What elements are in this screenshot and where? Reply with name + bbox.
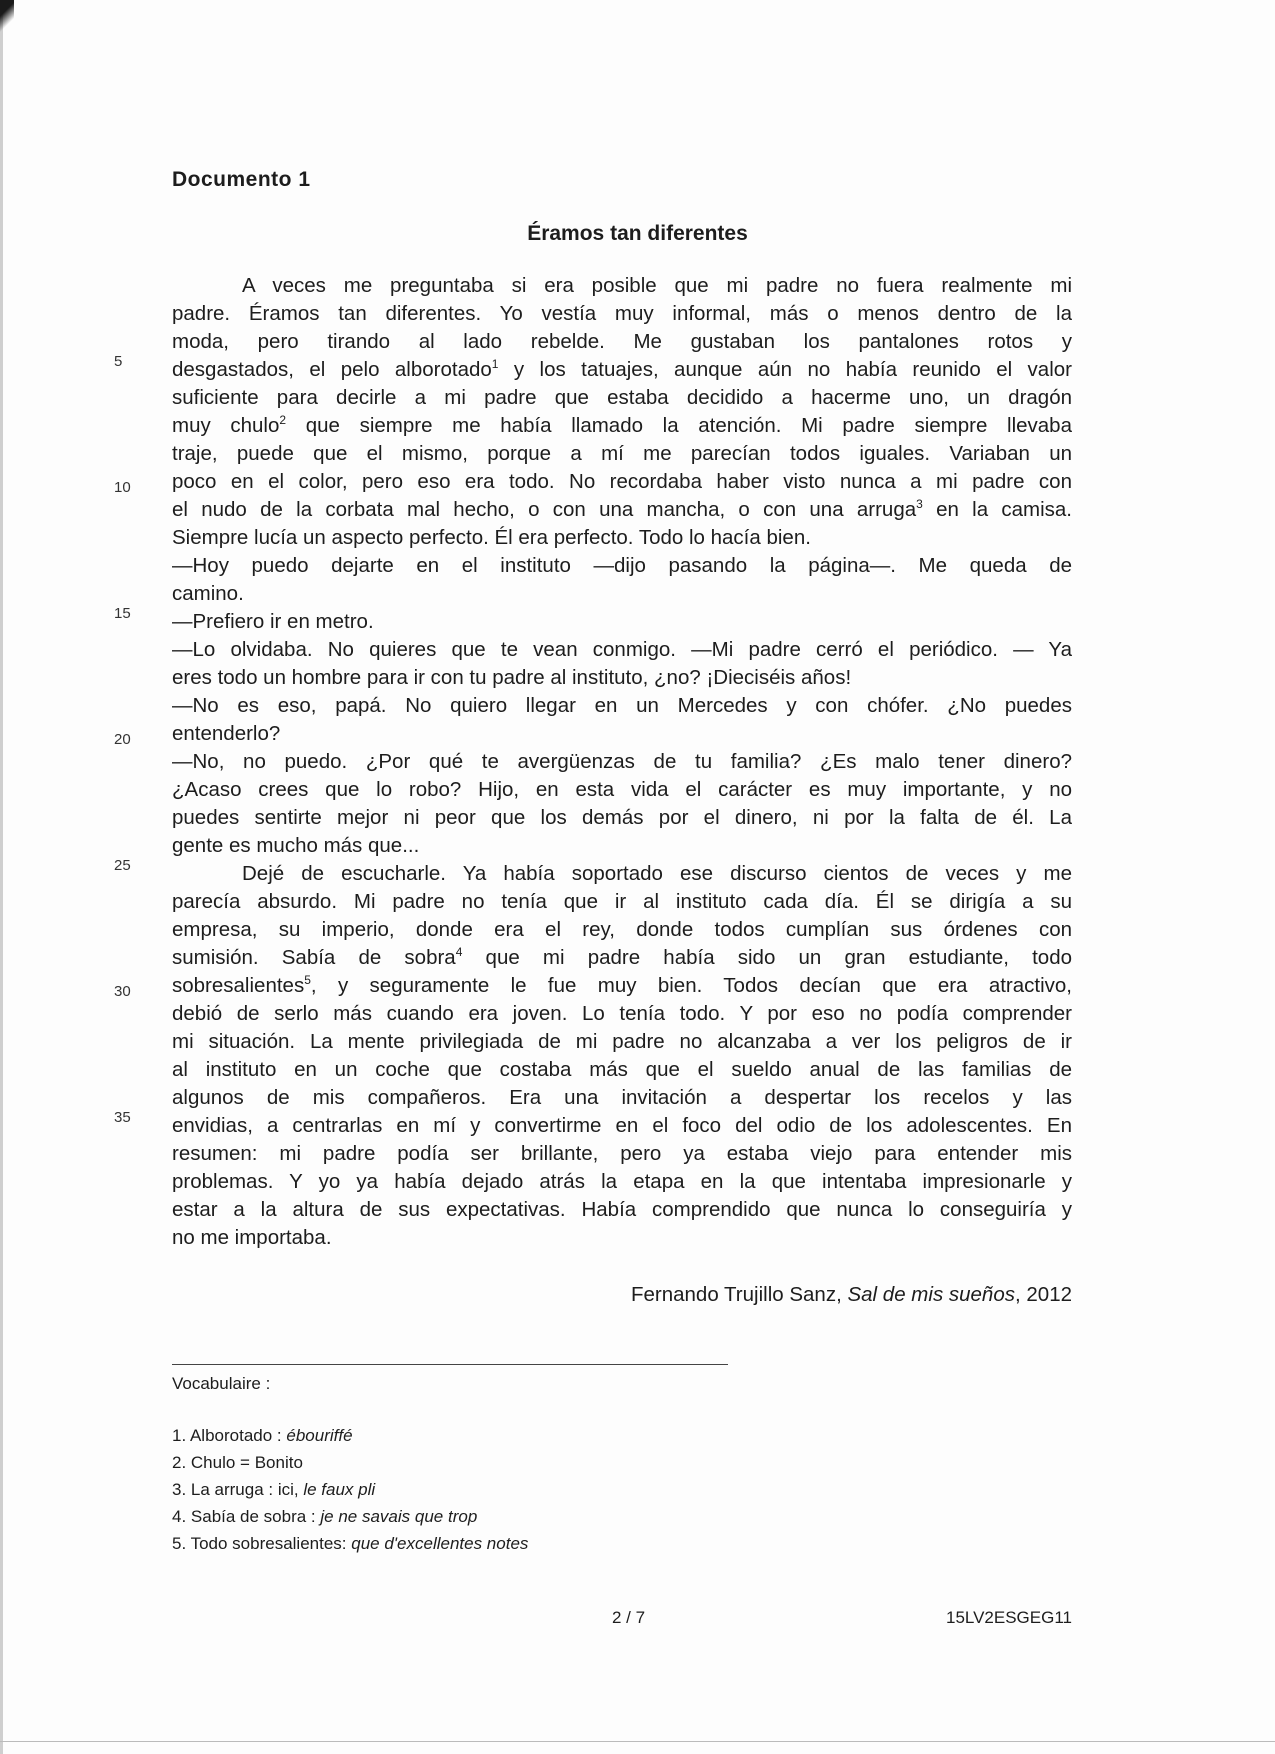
text-segment: y los tatuajes, aunque aún no había reunido el valor (498, 358, 1072, 381)
vocabulary-meaning: ébouriffé (286, 1426, 353, 1445)
vocabulary-term: 1. Alborotado : (172, 1426, 287, 1445)
text-segment: desgastados, el pelo alborotado (172, 358, 492, 381)
line-number-30: 30 (114, 983, 131, 1000)
vocabulary-item (172, 1530, 872, 1557)
footnote-divider (172, 1364, 728, 1365)
document-label: Documento 1 (172, 168, 311, 191)
line-number-5: 5 (114, 353, 123, 370)
text-segment: el nudo de la corbata mal hecho, o con una mancha, o con una arruga (172, 498, 917, 521)
vocabulary-list (172, 1422, 872, 1557)
text-line: —Prefiero ir en metro. (172, 610, 374, 633)
document-code: 15LV2ESGEG11 (945, 1608, 1072, 1627)
text-segment: sumisión. Sabía de sobra (172, 946, 456, 969)
citation-book: Sal de mis sueños (847, 1283, 1015, 1306)
vocabulary-meaning: le faux pli (303, 1480, 376, 1499)
vocabulary-term: 3. La arruga : ici, (172, 1480, 304, 1499)
text-line: empresa, su imperio, donde era el rey, donde todos cumplían sus órdenes con (172, 918, 1072, 941)
text-line: Siempre lucía un aspecto perfecto. Él era perfecto. Todo lo hacía bien. (172, 526, 811, 549)
line-number-15: 15 (114, 605, 131, 622)
vocabulary-meaning: je ne savais que trop (320, 1507, 478, 1526)
vocabulary-item (172, 1476, 872, 1503)
text-line (172, 944, 1072, 972)
text-line: al instituto en un coche que costaba más que el sueldo anual de las familias de (172, 1058, 1072, 1081)
text-line: parecía absurdo. Mi padre no tenía que ir al instituto cada día. Él se dirigía a su (172, 890, 1072, 913)
text-line: algunos de mis compañeros. Era una invitación a despertar los recelos y las (172, 1086, 1072, 1109)
text-segment: sobresalientes (172, 974, 305, 997)
text-line: —No es eso, papá. No quiero llegar en un Mercedes y con chófer. ¿No puedes (172, 694, 1072, 717)
citation-author: Fernando Trujillo Sanz, (630, 1283, 848, 1306)
text-segment: que mi padre había sido un gran estudiante, todo (462, 946, 1072, 969)
text-line: entenderlo? (172, 722, 281, 745)
vocabulary-term: 5. Todo sobresalientes: (172, 1534, 352, 1553)
text-segment: , y seguramente le fue muy bien. Todos decían que era atractivo, (310, 974, 1072, 997)
text-title: Éramos tan diferentes (527, 222, 748, 245)
text-line: mi situación. La mente privilegiada de mi padre no alcanzaba a ver los peligros de ir (172, 1030, 1072, 1053)
text-line: traje, puede que el mismo, porque a mí me parecían todos iguales. Variaban un (172, 442, 1072, 465)
text-line: —Hoy puedo dejarte en el instituto —dijo pasando la página—. Me queda de (172, 554, 1072, 577)
footnote-ref-2: 2 (279, 413, 287, 428)
text-line: resumen: mi padre podía ser brillante, pero ya estaba viejo para entender mis (172, 1142, 1072, 1165)
text-segment: en la camisa. (922, 498, 1072, 521)
text-line (172, 972, 1072, 1000)
text-line: Dejé de escucharle. Ya había soportado ese discurso cientos de veces y me (242, 862, 1072, 885)
footnote-ref-3: 3 (916, 497, 923, 512)
vocabulary-item (172, 1449, 872, 1476)
footnote-ref-1: 1 (491, 357, 499, 372)
vocabulary-term: 4. Sabía de sobra : (172, 1507, 321, 1526)
text-line: gente es mucho más que... (172, 834, 420, 857)
source-citation (631, 1283, 1072, 1307)
text-line: A veces me preguntaba si era posible que mi padre no fuera realmente mi (242, 274, 1072, 297)
text-line: problemas. Y yo ya había dejado atrás la etapa en la que intentaba impresionarle y (172, 1170, 1072, 1193)
text-segment: muy chulo (172, 414, 280, 437)
text-line: —Lo olvidaba. No quieres que te vean conmigo. —Mi padre cerró el periódico. — Ya (172, 638, 1072, 661)
text-line: —No, no puedo. ¿Por qué te avergüenzas de tu familia? ¿Es malo tener dinero? (172, 750, 1072, 773)
text-segment: que siempre me había llamado la atención. Mi padre siempre llevaba (286, 414, 1072, 437)
line-number-25: 25 (114, 857, 131, 874)
text-line: padre. Éramos tan diferentes. Yo vestía muy informal, más o menos dentro de la (172, 302, 1072, 325)
line-number-35: 35 (114, 1109, 131, 1126)
text-line: camino. (172, 582, 244, 605)
text-line: ¿Acaso crees que lo robo? Hijo, en esta vida el carácter es muy importante, y no (172, 778, 1072, 801)
page-number: 2 / 7 (612, 1608, 646, 1627)
footnote-ref-4: 4 (455, 945, 463, 960)
vocabulary-item (172, 1503, 872, 1530)
vocabulary-meaning: que d'excellentes notes (351, 1534, 529, 1553)
footnote-ref-5: 5 (304, 973, 311, 988)
text-line: no me importaba. (172, 1226, 332, 1249)
main-text (172, 272, 1072, 1252)
text-line: puedes sentirte mejor ni peor que los demás por el dinero, ni por la falta de él. La (172, 806, 1072, 829)
text-line (172, 356, 1072, 384)
line-number-10: 10 (114, 479, 131, 496)
text-line: eres todo un hombre para ir con tu padre al instituto, ¿no? ¡Dieciséis años! (172, 666, 852, 689)
text-line (172, 412, 1072, 440)
text-line: poco en el color, pero eso era todo. No recordaba haber visto nunca a mi padre con (172, 470, 1072, 493)
scan-bottom-edge (0, 1741, 1275, 1742)
scan-edge (0, 0, 3, 1754)
text-line: debió de serlo más cuando era joven. Lo tenía todo. Y por eso no podía comprender (172, 1002, 1072, 1025)
line-number-20: 20 (114, 731, 131, 748)
vocabulary-item (172, 1422, 872, 1449)
text-line: moda, pero tirando al lado rebelde. Me gustaban los pantalones rotos y (172, 330, 1072, 353)
citation-year: , 2012 (1015, 1283, 1072, 1306)
scan-corner-shadow (0, 0, 14, 40)
text-line: estar a la altura de sus expectativas. Había comprendido que nunca lo conseguiría y (172, 1198, 1072, 1221)
text-line (172, 496, 1072, 524)
vocabulary-term: 2. Chulo = Bonito (172, 1453, 303, 1472)
text-line: suficiente para decirle a mi padre que estaba decidido a hacerme uno, un dragón (172, 386, 1072, 409)
text-line: envidias, a centrarlas en mí y convertirme en el foco del odio de los adolescentes. En (172, 1114, 1072, 1137)
vocabulary-heading: Vocabulaire : (172, 1374, 271, 1393)
